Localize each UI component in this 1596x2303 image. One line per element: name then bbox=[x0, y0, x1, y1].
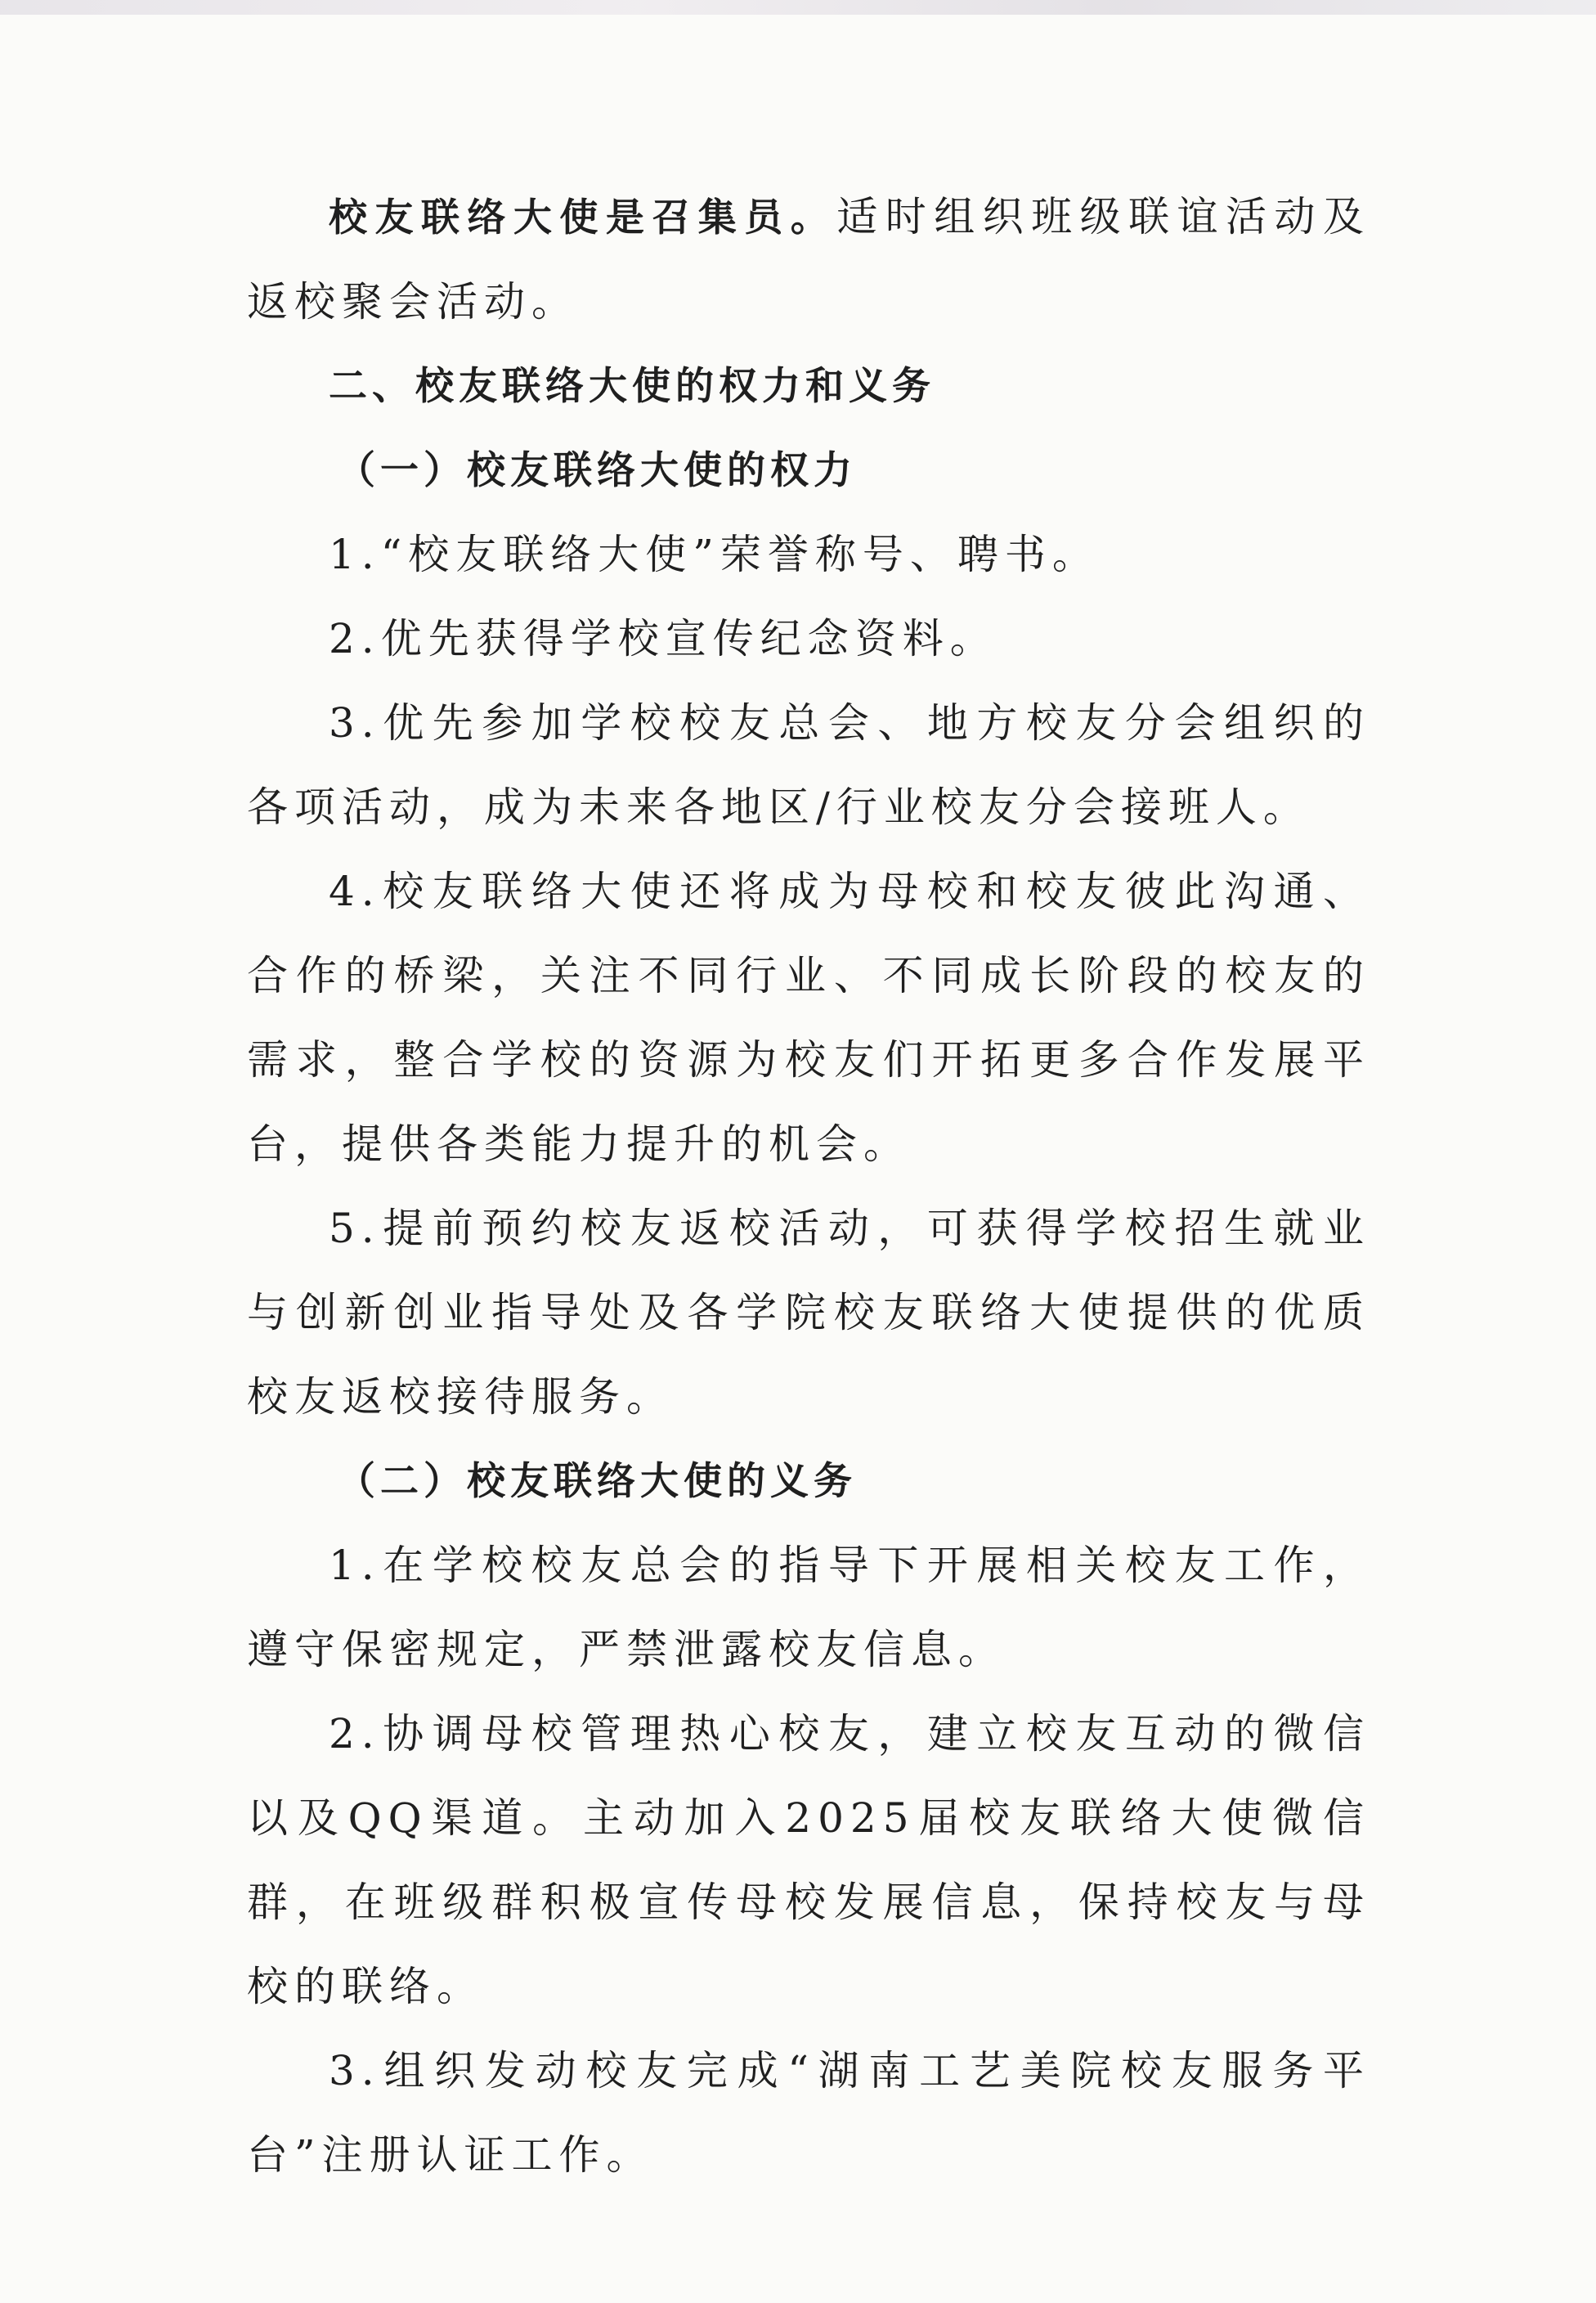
duties-item-1: 1.在学校校友总会的指导下开展相关校友工作，遵守保密规定，严禁泄露校友信息。 bbox=[247, 1542, 1370, 1673]
intro-bold-lead: 校友联络大使是召集员。 bbox=[329, 195, 837, 240]
duties-item-3: 3.组织发动校友完成“湖南工艺美院校友服务平台”注册认证工作。 bbox=[247, 2047, 1370, 2179]
rights-title: （一）校友联络大使的权力 bbox=[337, 448, 857, 493]
rights-item-3: 3.优先参加学校校友总会、地方校友分会组织的各项活动，成为未来各地区/行业校友分会接班人。 bbox=[247, 699, 1370, 831]
rights-item-1: 1.“校友联络大使”荣誉称号、聘书。 bbox=[329, 531, 1100, 578]
intro-text: 适时组织班级联谊活动及返校聚会活动。 bbox=[247, 193, 1371, 325]
section-title: 二、校友联络大使的权力和义务 bbox=[329, 364, 935, 409]
document-body bbox=[247, 175, 1370, 2198]
duties-item-2: 2.协调母校管理热心校友，建立校友互动的微信以及QQ渠道。主动加入2025届校友联络大使微信群，在班级群积极宣传母校发展信息，保持校友与母校的联络。 bbox=[247, 1710, 1370, 2010]
scan-edge-strip bbox=[0, 0, 1596, 15]
intro-paragraph bbox=[247, 175, 1370, 344]
rights-item-5: 5.提前预约校友返校活动，可获得学校招生就业与创新创业指导处及各学院校友联络大使提供的优质校友返校接待服务。 bbox=[247, 1205, 1370, 1421]
rights-item-2: 2.优先获得学校宣传纪念资料。 bbox=[329, 615, 998, 662]
duties-title: （二）校友联络大使的义务 bbox=[337, 1459, 857, 1504]
rights-item-4: 4.校友联络大使还将成为母校和校友彼此沟通、合作的桥梁，关注不同行业、不同成长阶段的校友的需求，整合学校的资源为校友们开拓更多合作发展平台，提供各类能力提升的机会。 bbox=[247, 868, 1370, 1168]
